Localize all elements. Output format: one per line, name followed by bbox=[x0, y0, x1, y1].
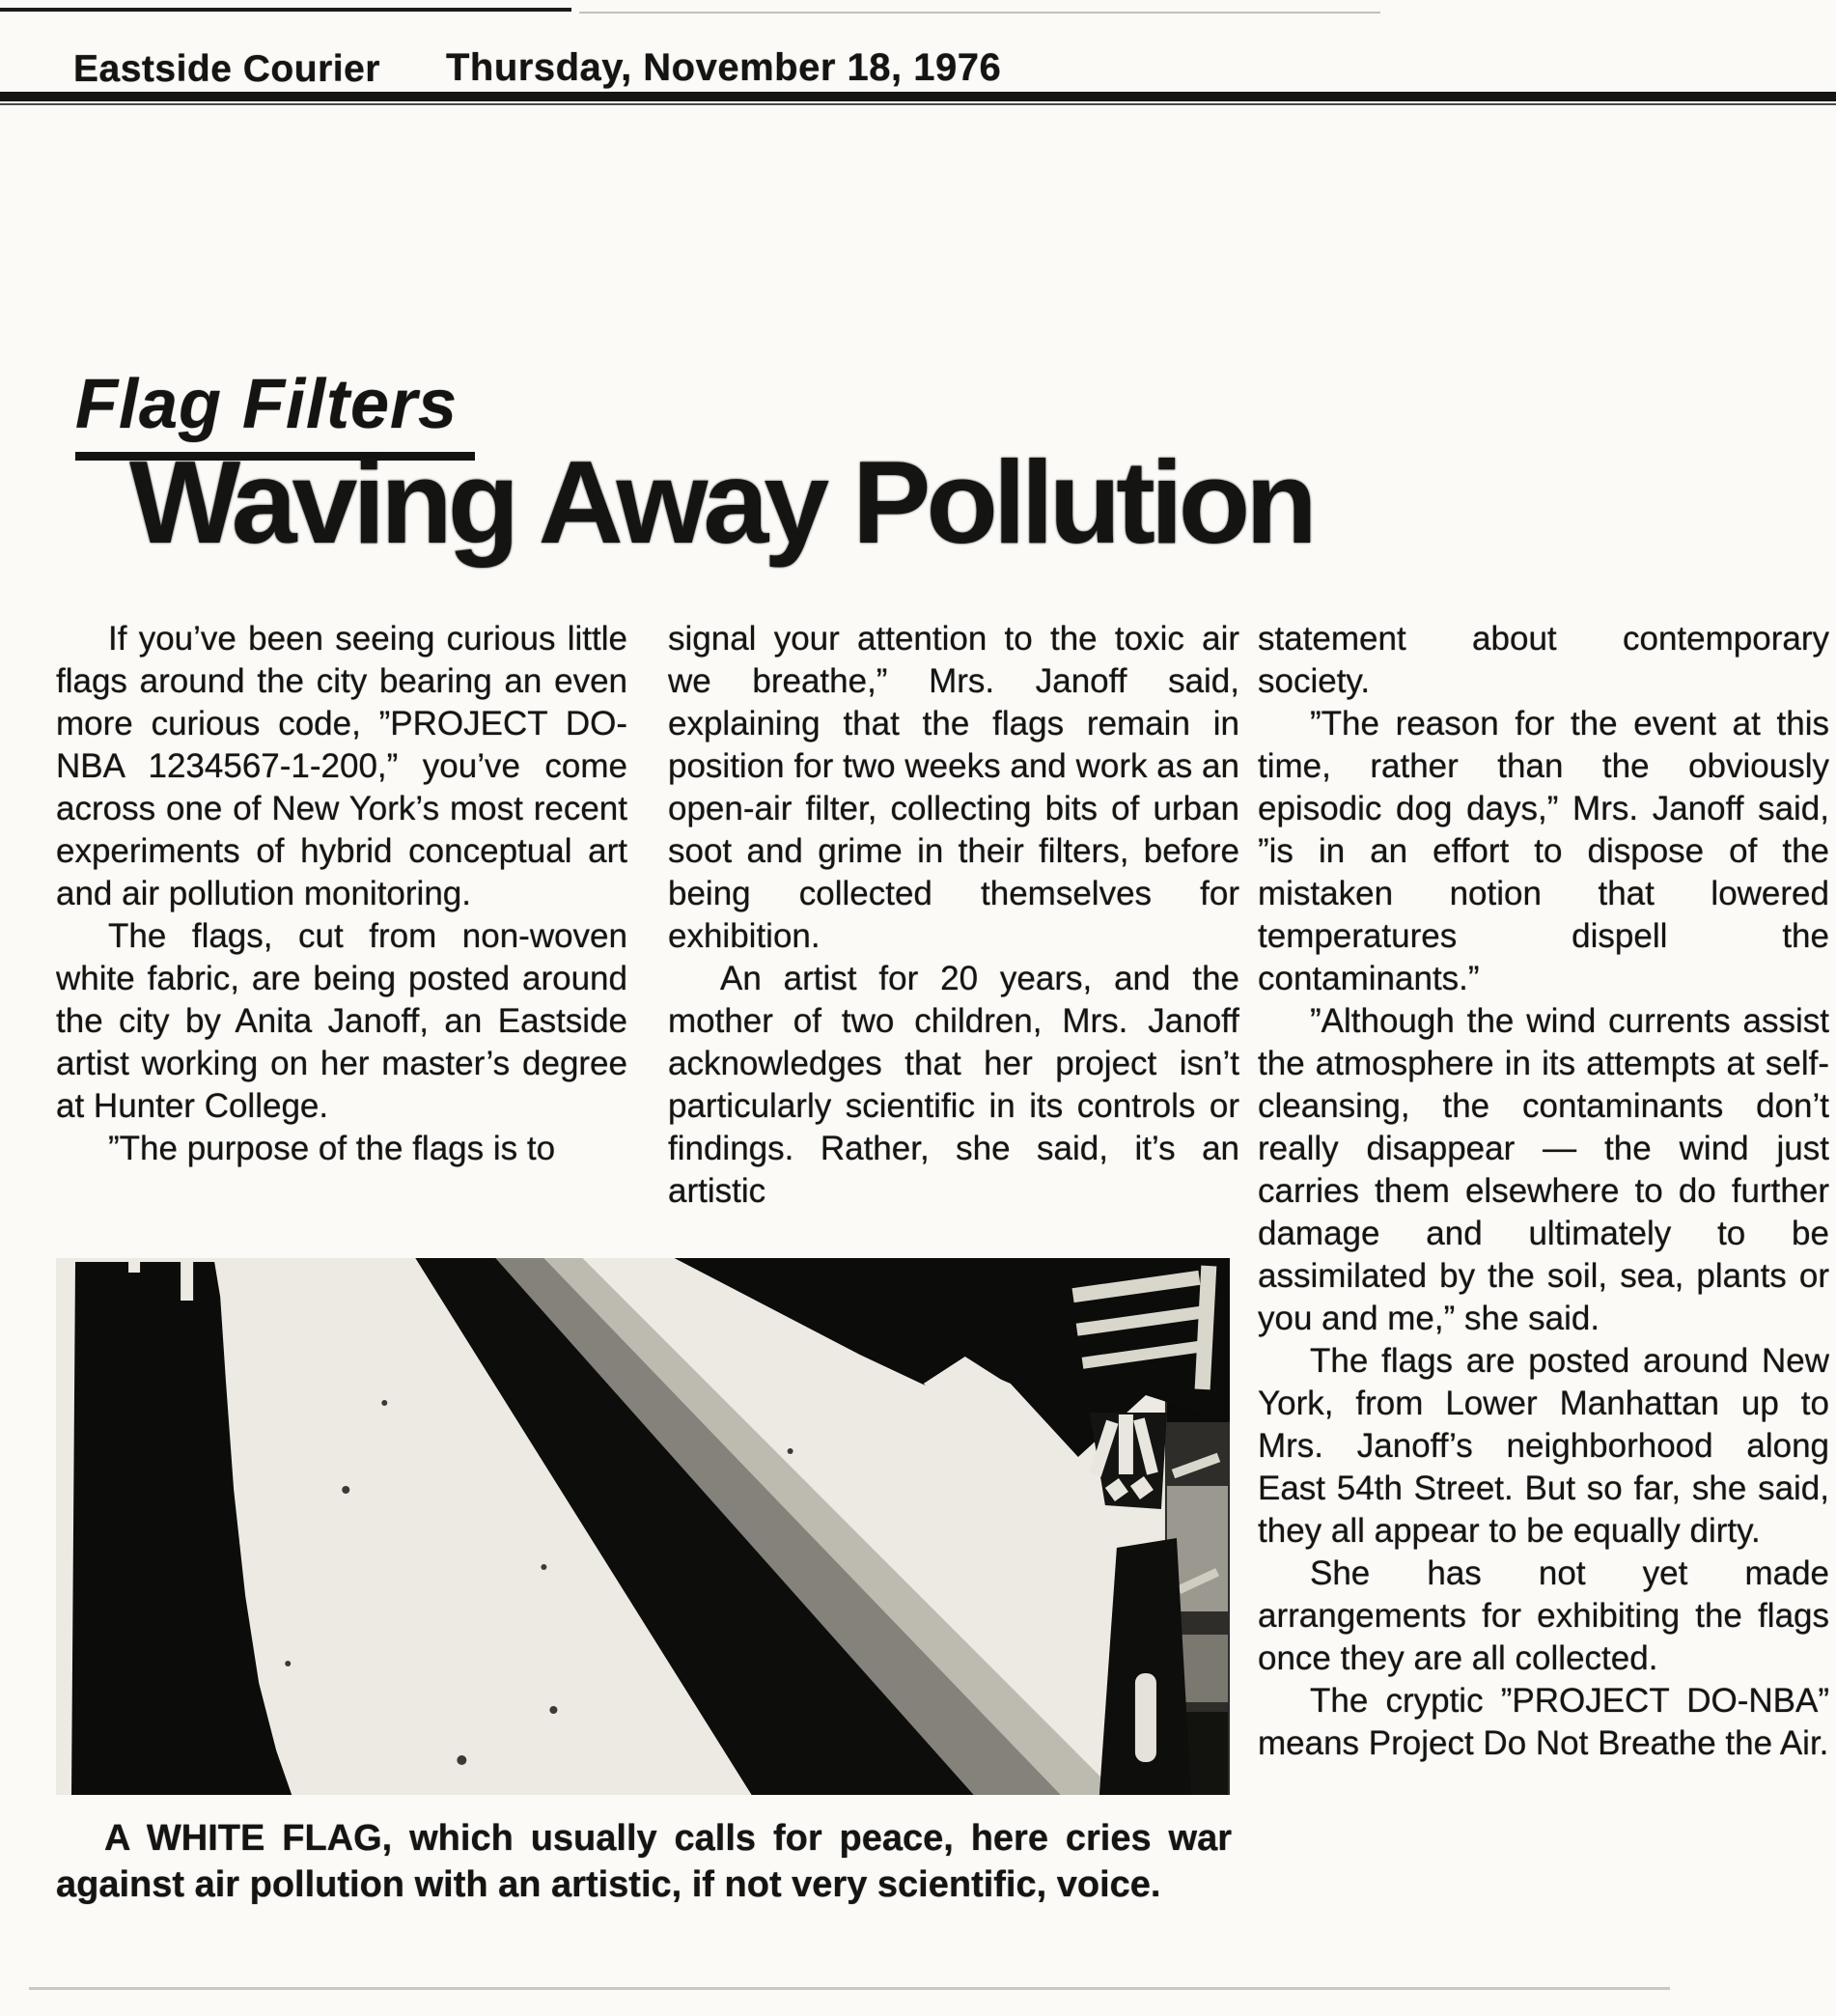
pole-highlight bbox=[1135, 1673, 1156, 1762]
paragraph: ”The purpose of the flags is to bbox=[108, 1130, 556, 1167]
paragraph: statement about contemporary society. bbox=[1258, 620, 1829, 700]
white-flag-photo bbox=[56, 1258, 1230, 1795]
paragraph: If you’ve been seeing curious little flags around the city bearing an even more curious code, ”PROJECT DO-NBA 1234567-1-200,” you’ve come across one of New York’s most recent experiments of hybrid conceptual art and air pollution monitoring. bbox=[56, 620, 627, 912]
scan-artifact-line-top-faint bbox=[579, 12, 1380, 14]
article-column-1 bbox=[56, 618, 627, 1257]
paragraph: She has not yet made arrangements for exhibiting the flags once they are all collected. bbox=[1258, 1554, 1829, 1677]
newspaper-name: Eastside Courier bbox=[73, 48, 380, 90]
article-headline: Waving Away Pollution bbox=[129, 436, 1313, 568]
paragraph: The flags are posted around New York, from Lower Manhattan up to Mrs. Janoff’s neighborhood along East 54th Street. But so far, she said, they all appear to be equally dirty. bbox=[1258, 1342, 1829, 1550]
paragraph: The flags, cut from non-woven white fabric, are being posted around the city by Anita Janoff, an Eastside artist working on her master’s degree at Hunter College. bbox=[56, 917, 627, 1125]
photo-caption: A WHITE FLAG, which usually calls for peace, here cries war against air pollution with an artistic, if not very scientific, voice. bbox=[56, 1818, 1232, 1905]
masthead-rule bbox=[0, 92, 1836, 101]
paragraph: ”Although the wind currents assist the atmosphere in its attempts at self-cleansing, the contaminants don’t really disappear — the wind just carries them elsewhere to do further damage and ultimately to be assimilated by the soil, sea, plants or you and me,” she said. bbox=[1258, 1002, 1829, 1337]
scan-artifact-line-top bbox=[0, 8, 571, 12]
paragraph: ”The reason for the event at this time, rather than the obviously episodic dog days,” Mrs. Janoff said, ”is in an effort to dispose of the mistaken notion that lowered temperatures dispell the contaminants.” bbox=[1258, 705, 1829, 997]
white-flag-photo-art bbox=[56, 1258, 1230, 1795]
article-column-3 bbox=[1258, 618, 1829, 1917]
article-column-2 bbox=[668, 618, 1239, 1257]
paragraph: An artist for 20 years, and the mother of two children, Mrs. Janoff acknowledges that her project isn’t particularly scientific in its controls or findings. Rather, she said, it’s an artistic bbox=[668, 960, 1239, 1210]
paragraph: signal your attention to the toxic air we breathe,” Mrs. Janoff said, explaining that the flags remain in position for two weeks and work as an open-air filter, collecting bits of urban soot and grime in their filters, before being collected themselves for exhibition. bbox=[668, 620, 1239, 955]
article-kicker: Flag Filters bbox=[75, 365, 475, 461]
masthead-rule-shadow bbox=[0, 103, 1836, 105]
issue-date: Thursday, November 18, 1976 bbox=[446, 46, 1002, 89]
paragraph: The cryptic ”PROJECT DO-NBA” means Project Do Not Breathe the Air. bbox=[1258, 1682, 1829, 1762]
scan-artifact-line-bottom bbox=[29, 1987, 1670, 1990]
